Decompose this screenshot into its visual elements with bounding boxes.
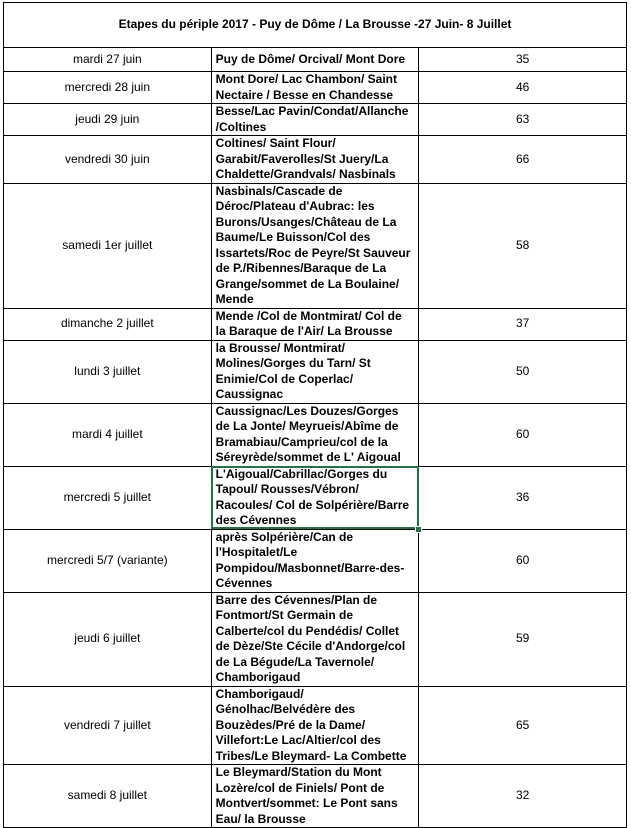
km-cell[interactable]: 50 bbox=[419, 340, 627, 403]
table-row bbox=[4, 403, 627, 466]
km-cell[interactable]: 36 bbox=[419, 466, 627, 529]
table-row bbox=[4, 765, 627, 828]
title-row bbox=[4, 3, 627, 48]
date-cell[interactable]: mardi 4 juillet bbox=[4, 403, 212, 466]
table-row bbox=[4, 592, 627, 686]
route-cell[interactable]: Puy de Dôme/ Orcival/ Mont Dore bbox=[211, 48, 419, 72]
km-cell[interactable]: 63 bbox=[419, 104, 627, 136]
km-cell[interactable]: 60 bbox=[419, 403, 627, 466]
table-row bbox=[4, 48, 627, 72]
table-row bbox=[4, 466, 627, 529]
stages-table bbox=[3, 2, 627, 828]
date-cell[interactable]: mardi 27 juin bbox=[4, 48, 212, 72]
date-cell[interactable]: mercredi 5 juillet bbox=[4, 466, 212, 529]
km-cell[interactable]: 35 bbox=[419, 48, 627, 72]
date-cell[interactable]: vendredi 30 juin bbox=[4, 136, 212, 184]
table-row bbox=[4, 529, 627, 592]
date-cell[interactable]: jeudi 6 juillet bbox=[4, 592, 212, 686]
km-cell[interactable]: 65 bbox=[419, 686, 627, 765]
table-row bbox=[4, 183, 627, 308]
table-row bbox=[4, 104, 627, 136]
date-cell[interactable]: mercredi 28 juin bbox=[4, 72, 212, 104]
date-cell[interactable]: samedi 8 juillet bbox=[4, 765, 212, 828]
route-cell[interactable]: Le Bleymard/Station du Mont Lozère/col de Finiels/ Pont de Montvert/sommet: Le Pont sans Eau/ la Brousse bbox=[211, 765, 419, 828]
route-cell[interactable]: la Brousse/ Montmirat/ Molines/Gorges du Tarn/ St Enimie/Col de Coperlac/ Caussignac bbox=[211, 340, 419, 403]
route-cell[interactable]: Mende /Col de Montmirat/ Col de la Baraque de l'Air/ La Brousse bbox=[211, 308, 419, 340]
route-cell[interactable]: Besse/Lac Pavin/Condat/Allanche /Coltines bbox=[211, 104, 419, 136]
km-cell[interactable]: 58 bbox=[419, 183, 627, 308]
route-cell[interactable]: Caussignac/Les Douzes/Gorges de La Jonte/ Meyrueis/Abîme de Bramabiau/Camprieu/col de la Séreyrède/sommet de L' Aigoual bbox=[211, 403, 419, 466]
route-cell-text: L'Aigoual/Cabrillac/Gorges du Tapoul/ Rousses/Vébron/ Racoules/ Col de Solpérière/Barre des Cévennes bbox=[215, 466, 410, 527]
km-cell[interactable]: 37 bbox=[419, 308, 627, 340]
route-cell[interactable]: après Solpérière/Can de l'Hospitalet/Le Pompidou/Masbonnet/Barre-des-Cévennes bbox=[211, 529, 419, 592]
date-cell[interactable]: samedi 1er juillet bbox=[4, 183, 212, 308]
km-cell[interactable]: 66 bbox=[419, 136, 627, 184]
date-cell[interactable]: mercredi 5/7 (variante) bbox=[4, 529, 212, 592]
date-cell[interactable]: dimanche 2 juillet bbox=[4, 308, 212, 340]
km-cell[interactable]: 46 bbox=[419, 72, 627, 104]
table-row bbox=[4, 340, 627, 403]
km-cell[interactable]: 59 bbox=[419, 592, 627, 686]
table-row bbox=[4, 686, 627, 765]
route-cell[interactable]: Nasbinals/Cascade de Déroc/Plateau d'Aubrac: les Burons/Usanges/Château de La Baume/Le Buisson/Col des Issartets/Roc de Peyre/St Sauveur de P./Ribennes/Baraque de La Grange/sommet de La Boulaine/ Mende bbox=[211, 183, 419, 308]
route-cell[interactable]: Chamborigaud/ Génolhac/Belvédère des Bouzèdes/Pré de la Dame/ Villefort:Le Lac/Altier/col des Tribes/Le Bleymard- La Combette bbox=[211, 686, 419, 765]
fill-handle[interactable] bbox=[415, 526, 422, 533]
km-cell[interactable]: 60 bbox=[419, 529, 627, 592]
date-cell[interactable]: lundi 3 juillet bbox=[4, 340, 212, 403]
table-row bbox=[4, 308, 627, 340]
table-row bbox=[4, 72, 627, 104]
route-cell[interactable]: Coltines/ Saint Flour/ Garabit/Faverolles/St Juery/La Chaldette/Grandvals/ Nasbinals bbox=[211, 136, 419, 184]
date-cell[interactable]: jeudi 29 juin bbox=[4, 104, 212, 136]
selected-route-cell[interactable] bbox=[211, 466, 419, 529]
table-row bbox=[4, 136, 627, 184]
km-cell[interactable]: 32 bbox=[419, 765, 627, 828]
route-cell[interactable]: Barre des Cévennes/Plan de Fontmort/St Germain de Calberte/col du Pendédis/ Collet de Dèze/Ste Cécile d'Andorge/col de La Bégude/La Tavernole/ Chamborigaud bbox=[211, 592, 419, 686]
table-title[interactable]: Etapes du périple 2017 - Puy de Dôme / La Brousse -27 Juin- 8 Juillet bbox=[4, 3, 627, 48]
route-cell[interactable]: Mont Dore/ Lac Chambon/ Saint Nectaire / Besse en Chandesse bbox=[211, 72, 419, 104]
date-cell[interactable]: vendredi 7 juillet bbox=[4, 686, 212, 765]
